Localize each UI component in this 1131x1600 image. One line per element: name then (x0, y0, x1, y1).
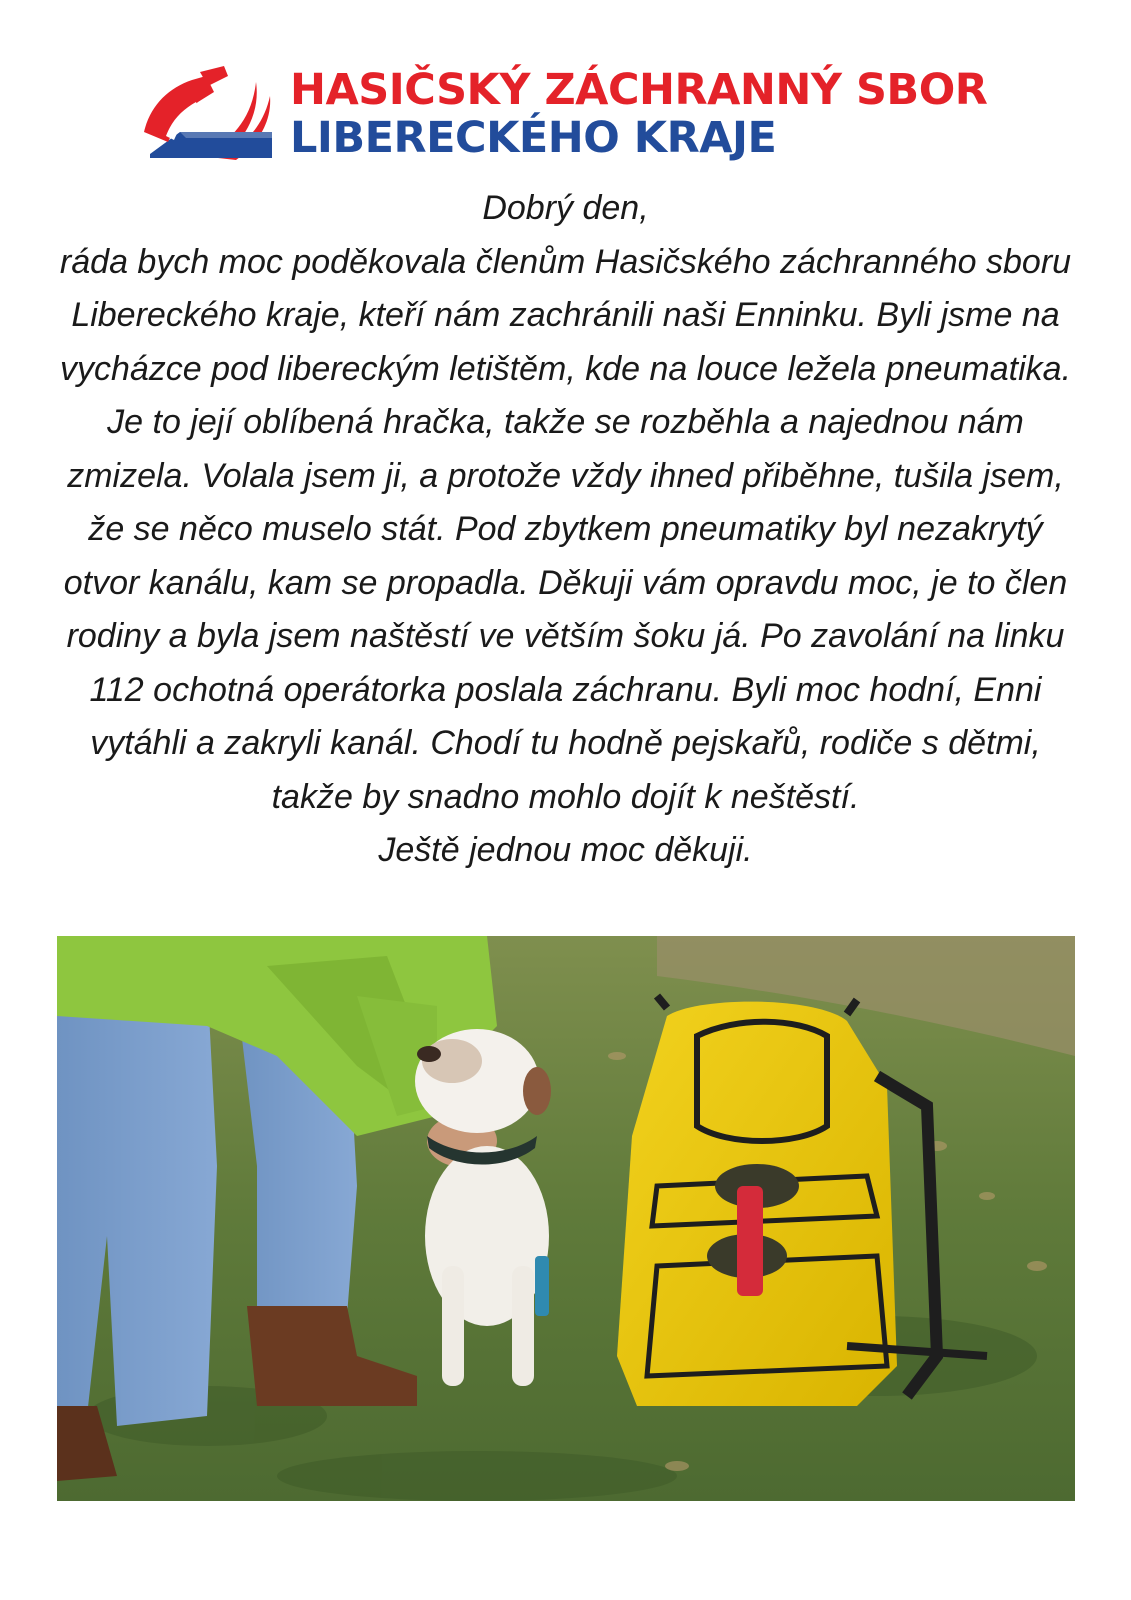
letter-line: vycházce pod libereckým letištěm, kde na louce ležela pneumatika. (59, 349, 1072, 388)
rescue-photo (57, 936, 1075, 1501)
letter-line: vytáhli a zakryli kanál. Chodí tu hodně pejskařů, rodiče s dětmi, (90, 724, 1041, 762)
thank-you-letter (0, 182, 1131, 878)
letter-line: rodiny a byla jsem naštěstí ve větším šoku já. Po zavolání na linku (66, 617, 1065, 655)
letter-line: Je to její oblíbená hračka, takže se rozběhla a najednou nám (107, 403, 1024, 441)
organization-name (290, 66, 987, 162)
letter-line: takže by snadno mohlo dojít k neštěstí. (271, 777, 860, 816)
letter-line: zmizela. Volala jsem ji, a protože vždy ihned přiběhne, tušila jsem, (67, 456, 1064, 495)
firefighter-axe-flame-icon (140, 62, 280, 162)
letter-line: 112 ochotná operátorka poslala záchranu. Byli moc hodní, Enni (89, 670, 1042, 709)
letter-line: Ještě jednou moc děkuji. (378, 831, 753, 869)
org-name-line2: LIBERECKÉHO KRAJE (290, 113, 777, 163)
letter-line: Libereckého kraje, kteří nám zachránili naši Enninku. Byli jsme na (71, 296, 1060, 334)
letter-line: Dobrý den, (482, 189, 649, 227)
letter-line: otvor kanálu, kam se propadla. Děkuji vám opravdu moc, je to člen (63, 563, 1068, 602)
header (140, 62, 1000, 162)
letter-line: ráda bych moc poděkovala členům Hasičského záchranného sboru (59, 242, 1072, 281)
letter-line: že se něco muselo stát. Pod zbytkem pneumatiky byl nezakrytý (88, 510, 1043, 548)
org-name-line1: HASIČSKÝ ZÁCHRANNÝ SBOR (290, 65, 988, 115)
